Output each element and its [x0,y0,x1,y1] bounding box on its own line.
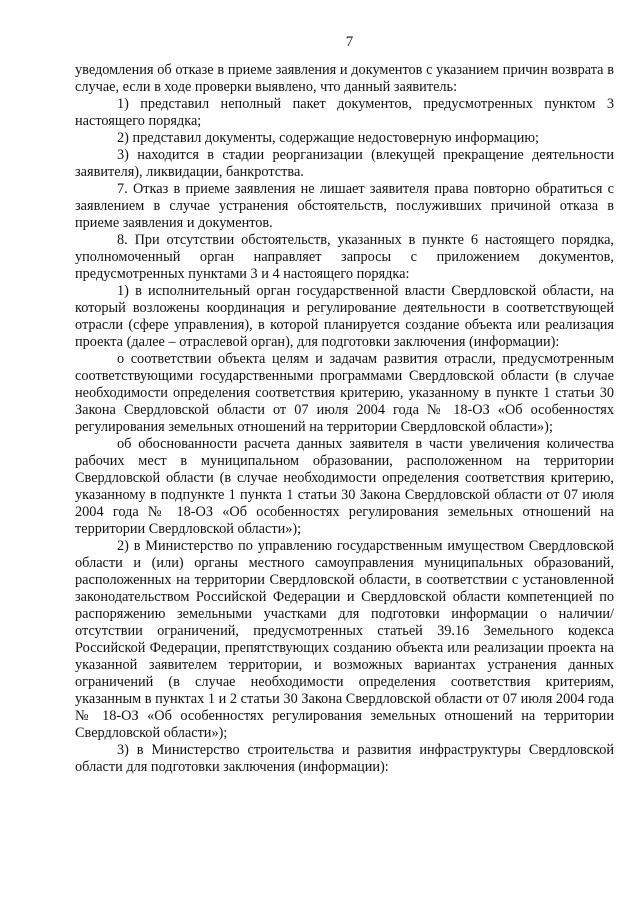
paragraph: 3) находится в стадии реорганизации (влекущей прекращение деятельности заявителя), ликвидации, банкротства. [75,147,614,180]
paragraph: 1) представил неполный пакет документов, предусмотренных пунктом 3 настоящего порядка; [75,96,614,129]
paragraph: 2) представил документы, содержащие недостоверную информацию; [117,130,540,146]
paragraph: 2) в Министерство по управлению государственным имуществом Свердловской области и (или) органы местного самоуправления муниципальных образований, расположенных на территории Свердловской области, в соответствии с установленной законодательством Российской Федерации и Свердловской области компетенцией по распоряжению земельными участками для подготовки информации о наличии/отсутствии ограничений, предусмотренных статьей 39.16 Земельного кодекса Российской Федерации, препятствующих созданию объекта или реализации проекта на указанной заявителем территории, и возможных вариантах устранения данных ограничений (в случае необходимости определения соответствия критериям, указанным в пунктах 1 и 2 статьи 30 Закона Свердловской области от 07 июля 2004 года № 18-ОЗ «Об особенностях регулирования земельных отношений на территории Свердловской области»); [75,538,614,741]
page-number: 7 [345,34,354,50]
paragraph: 3) в Министерство строительства и развития инфраструктуры Свердловской области для подготовки заключения (информации): [75,742,614,775]
paragraph: о соответствии объекта целям и задачам развития отрасли, предусмотренным соответствующими государственными программами Свердловской области (в случае необходимости определения соответствия критерию, указанному в пункте 1 статьи 30 Закона Свердловской области от 07 июля 2004 года № 18-ОЗ «Об особенностях регулирования земельных отношений на территории Свердловской области»); [75,351,614,435]
paragraph: об обоснованности расчета данных заявителя в части увеличения количества рабочих мест в муниципальном образовании, расположенном на территории Свердловской области (в случае необходимости определения соответствия критерию, указанному в подпункте 1 пункта 1 статьи 30 Закона Свердловской области от 07 июля 2004 года № 18-ОЗ «Об особенностях регулирования земельных отношений на территории Свердловской области»); [75,436,614,537]
document-body [75,62,614,776]
paragraph: 8. При отсутствии обстоятельств, указанных в пункте 6 настоящего порядка, уполномоченный орган направляет запросы с приложением документов, предусмотренных пунктами 3 и 4 настоящего порядка: [75,232,614,282]
paragraph: уведомления об отказе в приеме заявления и документов с указанием причин возврата в случае, если в ходе проверки выявлено, что данный заявитель: [75,62,614,95]
paragraph: 1) в исполнительный орган государственной власти Свердловской области, на который возложены координация и регулирование деятельности в соответствующей отрасли (сфере управления), в которой планируется создание объекта или реализация проекта (далее – отраслевой орган), для подготовки заключения (информации): [75,283,614,350]
paragraph: 7. Отказ в приеме заявления не лишает заявителя права повторно обратиться с заявлением в случае устранения обстоятельств, послуживших причиной отказа в приеме заявления и документов. [75,181,614,231]
